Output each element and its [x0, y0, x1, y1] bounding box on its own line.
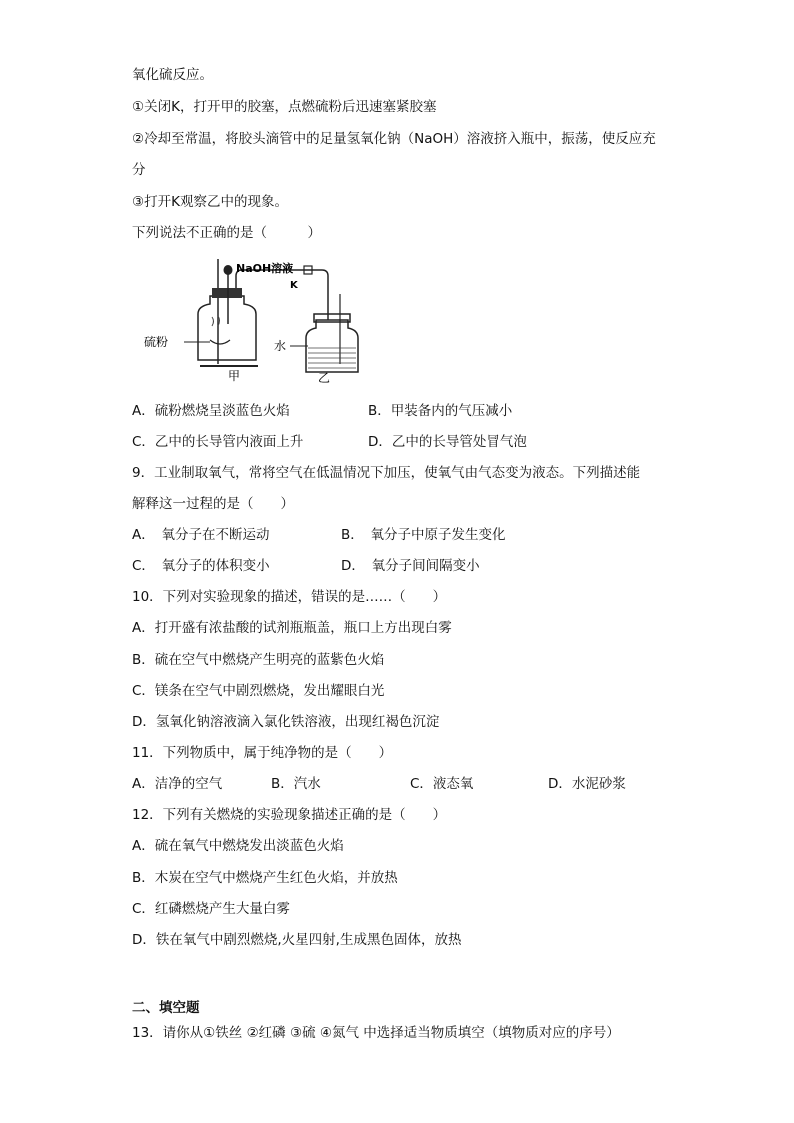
water-label: 水	[274, 339, 287, 353]
q12-stem: 12．下列有关燃烧的实验现象描述正确的是（ ）	[132, 807, 447, 823]
intro-line-3: ②冷却至常温，将胶头滴管中的足量氢氧化钠（NaOH）溶液挤入瓶中，振荡，使反应充	[132, 131, 656, 147]
bottle-yi	[306, 320, 358, 372]
q8-option-d[interactable]: D．乙中的长导管处冒气泡	[368, 434, 527, 450]
q12-option-b[interactable]: B．木炭在空气中燃烧产生红色火焰，并放热	[132, 870, 398, 886]
q8-option-c[interactable]: C．乙中的长导管内液面上升	[132, 434, 304, 450]
q9-option-b[interactable]: B． 氧分子中原子发生变化	[341, 527, 506, 543]
q9-option-d[interactable]: D． 氧分子间间隔变小	[341, 558, 480, 574]
q11-option-d[interactable]: D．水泥砂浆	[548, 776, 626, 792]
q10-option-a[interactable]: A．打开盛有浓盐酸的试剂瓶瓶盖，瓶口上方出现白雾	[132, 620, 452, 636]
jia-label: 甲	[228, 369, 241, 383]
q9-option-a[interactable]: A． 氧分子在不断运动	[132, 527, 270, 543]
bottle-jia	[198, 296, 256, 360]
section-title: 二、填空题	[132, 1000, 200, 1016]
water-lines	[308, 348, 356, 368]
q12-option-a[interactable]: A．硫在氧气中燃烧发出淡蓝色火焰	[132, 838, 344, 854]
sulfur-label: 硫粉	[144, 335, 169, 349]
dropper-bulb	[224, 265, 233, 275]
q9-stem-2: 解释这一过程的是（ ）	[132, 496, 294, 512]
stopper-jia	[212, 288, 242, 298]
q10-option-b[interactable]: B．硫在空气中燃烧产生明亮的蓝紫色火焰	[132, 652, 385, 668]
intro-line-1: 氧化硫反应。	[132, 67, 213, 83]
q9-option-c[interactable]: C． 氧分子的体积变小	[132, 558, 270, 574]
q11-stem: 11．下列物质中，属于纯净物的是（ ）	[132, 745, 393, 761]
q10-stem: 10．下列对实验现象的描述，错误的是……（ ）	[132, 589, 447, 605]
connecting-tube	[236, 270, 328, 320]
intro-line-4: 分	[132, 162, 146, 178]
q8-option-a[interactable]: A．硫粉燃烧呈淡蓝色火焰	[132, 403, 290, 419]
q13-stem: 13．请你从①铁丝 ②红磷 ③硫 ④氮气 中选择适当物质填空（填物质对应的序号）	[132, 1025, 620, 1041]
intro-line-5: ③打开K观察乙中的现象。	[132, 194, 288, 210]
k-label: K	[290, 280, 298, 291]
q11-option-c[interactable]: C．液态氧	[410, 776, 474, 792]
q12-option-c[interactable]: C．红磷燃烧产生大量白雾	[132, 901, 290, 917]
q9-stem-1: 9．工业制取氧气，常将空气在低温情况下加压，使氧气由气态变为液态。下列描述能	[132, 465, 641, 481]
q10-option-c[interactable]: C．镁条在空气中剧烈燃烧，发出耀眼白光	[132, 683, 385, 699]
q12-option-d[interactable]: D．铁在氧气中剧烈燃烧,火星四射,生成黑色固体，放热	[132, 932, 462, 948]
q11-option-a[interactable]: A．洁净的空气	[132, 776, 223, 792]
stopper-yi	[314, 314, 350, 322]
question-prompt: 下列说法不正确的是（ ）	[132, 225, 321, 241]
yi-label: 乙	[318, 371, 331, 384]
combustion-spoon	[210, 340, 230, 344]
q11-option-b[interactable]: B．汽水	[271, 776, 321, 792]
apparatus-figure	[140, 254, 380, 384]
intro-line-2: ①关闭K，打开甲的胶塞，点燃硫粉后迅速塞紧胶塞	[132, 99, 437, 115]
q10-option-d[interactable]: D．氢氧化钠溶液滴入氯化铁溶液，出现红褐色沉淀	[132, 714, 440, 730]
q8-option-b[interactable]: B．甲装备内的气压减小	[368, 403, 513, 419]
naoh-label: NaOH溶液	[236, 262, 294, 275]
